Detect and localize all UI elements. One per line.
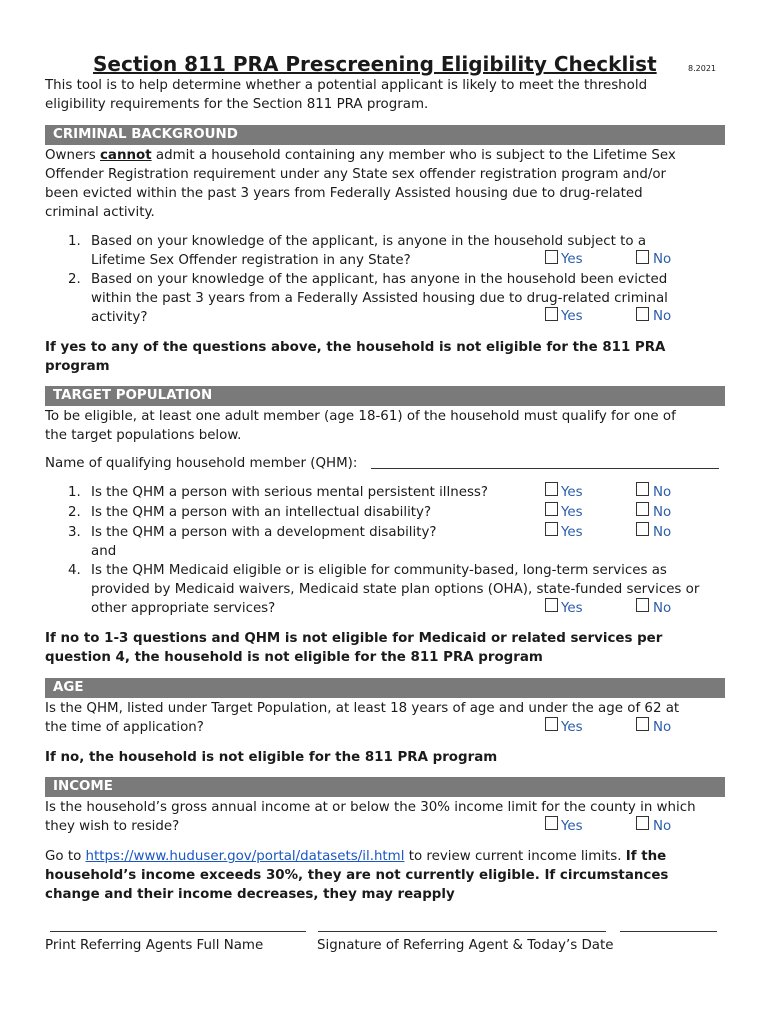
criminal-q1-line-2: Lifetime Sex Offender registration in any State? [91,253,411,268]
target-q4-no-label: No [653,601,672,616]
income-bold-line-2: change and their income decreases, they may reapply [45,887,455,902]
print-name-field[interactable] [50,931,306,932]
age-yes-label: Yes [561,720,583,735]
target-q2-no-checkbox[interactable] [636,502,649,516]
criminal-q2-yes-label: Yes [561,309,583,324]
target-result-line-2: question 4, the household is not eligible for the 811 PRA program [45,650,543,665]
section-header-income: INCOME [45,777,725,797]
target-q2-text: Is the QHM a person with an intellectual disability? [91,505,432,520]
income-limits-link[interactable]: https://www.huduser.gov/portal/datasets/il.html [85,849,405,864]
criminal-q1-line-1: Based on your knowledge of the applicant, is anyone in the household subject to a [91,234,647,249]
target-q1-no-checkbox[interactable] [636,482,649,496]
target-q3-no-label: No [653,525,672,540]
target-q3-yes-label: Yes [561,525,583,540]
print-name-label: Print Referring Agents Full Name [45,938,264,953]
date-field[interactable] [620,931,717,932]
criminal-q1-yes-label: Yes [561,252,583,267]
criminal-q2-line-1: Based on your knowledge of the applicant, has anyone in the household been evicted [91,272,668,287]
target-para-line-1: To be eligible, at least one adult member (age 18-61) of the household must qualify for one of [45,409,676,424]
income-para-line-2: they wish to reside? [45,819,180,834]
age-para-line-2: the time of application? [45,720,204,735]
target-result-line-1: If no to 1-3 questions and QHM is not eligible for Medicaid or related services per [45,631,663,646]
income-para-line-1: Is the household’s gross annual income at or below the 30% income limit for the county in which [45,800,696,815]
criminal-q1-yes-checkbox[interactable] [545,250,558,264]
target-q3-number: 3. [68,525,81,540]
income-goto-line: Go to https://www.huduser.gov/portal/datasets/il.html to review current income limits. If the [45,849,667,864]
criminal-para-line-2: Offender Registration requirement under any State sex offender registration program and/or [45,167,667,182]
target-q3-no-checkbox[interactable] [636,522,649,536]
target-q4-yes-label: Yes [561,601,583,616]
target-q2-no-label: No [653,505,672,520]
signature-field[interactable] [318,931,606,932]
criminal-para-line-1: Owners cannot admit a household containing any member who is subject to the Lifetime Sex [45,148,676,163]
age-yes-checkbox[interactable] [545,717,558,731]
target-q2-number: 2. [68,505,81,520]
version-label: 8.2021 [688,64,716,73]
target-q1-no-label: No [653,485,672,500]
section-header-criminal: CRIMINAL BACKGROUND [45,125,725,145]
criminal-q2-number: 2. [68,272,81,287]
target-q2-yes-label: Yes [561,505,583,520]
signature-label: Signature of Referring Agent & Today’s Date [317,938,614,953]
section-header-age: AGE [45,678,725,698]
target-q4-line-3: other appropriate services? [91,601,276,616]
page-title: Section 811 PRA Prescreening Eligibility Checklist [93,52,657,76]
age-result: If no, the household is not eligible for the 811 PRA program [45,750,498,765]
target-and-text: and [91,544,117,559]
criminal-q2-no-label: No [653,309,672,324]
criminal-q1-number: 1. [68,234,81,249]
target-q4-line-2: provided by Medicaid waivers, Medicaid state plan options (OHA), state-funded services or [91,582,700,597]
age-no-label: No [653,720,672,735]
target-q1-yes-label: Yes [561,485,583,500]
criminal-q2-yes-checkbox[interactable] [545,307,558,321]
target-q1-number: 1. [68,485,81,500]
criminal-result-line-1: If yes to any of the questions above, the household is not eligible for the 811 PRA [45,340,666,355]
criminal-para-line-4: criminal activity. [45,205,155,220]
income-yes-checkbox[interactable] [545,816,558,830]
income-yes-label: Yes [561,819,583,834]
target-q2-yes-checkbox[interactable] [545,502,558,516]
intro-line-2: eligibility requirements for the Section 811 PRA program. [45,97,429,112]
criminal-q2-no-checkbox[interactable] [636,307,649,321]
criminal-q2-line-2: within the past 3 years from a Federally Assisted housing due to drug-related criminal [91,291,668,306]
age-para-line-1: Is the QHM, listed under Target Population, at least 18 years of age and under the age of 62 at [45,701,680,716]
target-q1-yes-checkbox[interactable] [545,482,558,496]
criminal-q1-no-checkbox[interactable] [636,250,649,264]
criminal-q1-no-label: No [653,252,672,267]
criminal-result-line-2: program [45,359,110,374]
target-q4-yes-checkbox[interactable] [545,598,558,612]
criminal-para-line-3: been evicted within the past 3 years from Federally Assisted housing due to drug-related [45,186,643,201]
income-bold-line-1: household’s income exceeds 30%, they are not currently eligible. If circumstances [45,868,669,883]
target-q4-line-1: Is the QHM Medicaid eligible or is eligible for community-based, long-term services as [91,563,667,578]
target-q3-text: Is the QHM a person with a development disability? [91,525,437,540]
intro-line-1: This tool is to help determine whether a potential applicant is likely to meet the threshold [45,78,648,93]
target-q3-yes-checkbox[interactable] [545,522,558,536]
target-q4-number: 4. [68,563,81,578]
target-q4-no-checkbox[interactable] [636,598,649,612]
section-header-target: TARGET POPULATION [45,386,725,406]
target-q1-text: Is the QHM a person with serious mental persistent illness? [91,485,489,500]
qhm-label: Name of qualifying household member (QHM): [45,456,358,471]
cannot-emphasis: cannot [99,148,152,163]
income-no-checkbox[interactable] [636,816,649,830]
criminal-q2-line-3: activity? [91,310,148,325]
income-no-label: No [653,819,672,834]
target-para-line-2: the target populations below. [45,428,242,443]
qhm-name-field[interactable] [371,468,719,469]
age-no-checkbox[interactable] [636,717,649,731]
